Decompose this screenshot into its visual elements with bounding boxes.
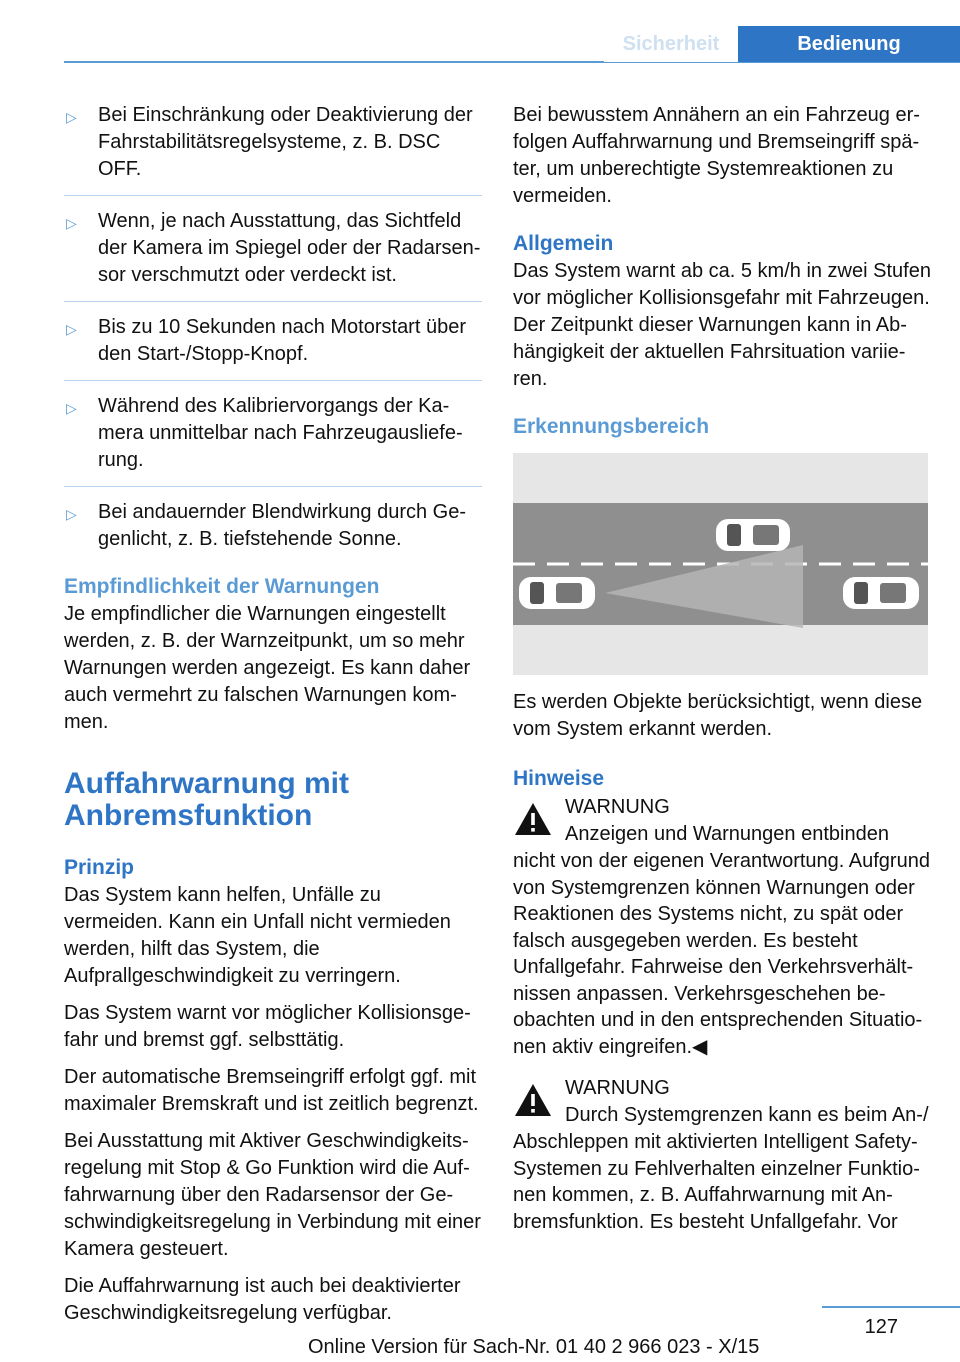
allgemein-text: Das System warnt ab ca. 5 km/h in zwei Stufen vor möglicher Kollisionsgefahr mit Fahrzeugen. Der Zeitpunkt dieser Warnungen kann in Abhängigkeit der aktuellen Fahrsituation variieren. xyxy=(513,260,931,390)
prinzip-paragraph: Das System warnt vor möglicher Kollisionsgefahr und bremst ggf. selbsttätig. xyxy=(64,1002,471,1051)
list-item-text: Bis zu 10 Sekunden nach Motorstart über den Start-/Stopp-Knopf. xyxy=(98,316,466,365)
warning-title: WARNUNG xyxy=(565,1077,670,1099)
allgemein-heading: Allgemein xyxy=(513,232,614,255)
car-icon xyxy=(716,519,790,551)
prinzip-paragraph: Bei Ausstattung mit Aktiver Geschwindigkeitsregelung mit Stop & Go Funktion wird die Auffahrwarnung über den Radarsensor der Geschwindigkeitsregelung in Verbindung mit einer Kamera gesteuert. xyxy=(64,1130,481,1260)
section-title: Auffahrwarnung mit Anbremsfunktion xyxy=(64,767,349,832)
intro-paragraph: Bei bewusstem Annähern an ein Fahrzeug erfolgen Auffahrwarnung und Bremseingriff später, um unberechtigte Systemreaktionen zu vermeiden. xyxy=(513,104,920,207)
list-item-text: Während des Kalibriervorgangs der Kamera unmittelbar nach Fahrzeugauslieferung. xyxy=(98,395,463,471)
online-version-note: Online Version für Sach-Nr. 01 40 2 966 023 - X/15 xyxy=(308,1336,760,1358)
warning-box xyxy=(513,793,931,848)
triangle-right-icon: ▷ xyxy=(66,400,77,416)
list-item-text: Bei Einschränkung oder Deaktivierung der Fahrstabilitätsregelsysteme, z. B. DSC OFF. xyxy=(98,104,473,180)
triangle-right-icon: ▷ xyxy=(66,506,77,522)
right-column xyxy=(513,102,931,1245)
list-item-text: Wenn, je nach Ausstattung, das Sichtfeld der Kamera im Spiegel oder der Radarsensor verschmutzt oder verdeckt ist. xyxy=(98,210,481,286)
car-icon xyxy=(519,577,595,609)
warning-title: WARNUNG xyxy=(565,796,670,818)
tab-bedienung[interactable]: Bedienung xyxy=(738,26,960,62)
condition-list xyxy=(64,102,482,553)
hinweise-heading: Hinweise xyxy=(513,767,605,790)
triangle-right-icon: ▷ xyxy=(66,215,77,231)
detection-range-illustration xyxy=(513,453,928,675)
list-item-text: Bei andauernder Blendwirkung durch Gegenlicht, z. B. tiefstehende Sonne. xyxy=(98,501,467,550)
list-item xyxy=(64,314,482,381)
list-item xyxy=(64,102,482,196)
warning-text: Durch Systemgrenzen kann es beim An-/ xyxy=(565,1104,929,1126)
sensitivity-text: Je empfindlicher die Warnungen eingestellt werden, z. B. der Warnzeitpunkt, um so mehr Warnungen werden angezeigt. Es kann daher auch vermehrt zu falschen Warnungen kommen. xyxy=(64,603,471,733)
figure-caption: Es werden Objekte berücksichtigt, wenn diese vom System erkannt werden. xyxy=(513,691,923,740)
triangle-right-icon: ▷ xyxy=(66,109,77,125)
page-number: 127 xyxy=(864,1316,898,1338)
warning-text: Abschleppen mit aktivierten Intelligent Safety-Systemen zu Fehlverhalten einzelner Funktionen kommen, z. B. Auffahrwarnung mit Anbremsfunktion. Es besteht Unfallgefahr. Vor xyxy=(513,1131,920,1233)
prinzip-paragraph: Das System kann helfen, Unfälle zu vermeiden. Kann ein Unfall nicht vermieden werden, hilft das System, die Aufprallgeschwindigkeit zu verringern. xyxy=(64,884,451,987)
warning-text: Anzeigen und Warnungen entbinden xyxy=(565,823,889,845)
warning-triangle-icon xyxy=(513,801,553,837)
prinzip-heading: Prinzip xyxy=(64,856,135,879)
sensitivity-heading: Empfindlichkeit der Warnungen xyxy=(64,575,380,598)
prinzip-paragraph: Der automatische Bremseingriff erfolgt ggf. mit maximaler Bremskraft und ist zeitlich begrenzt. xyxy=(64,1066,479,1115)
footer-rule xyxy=(822,1306,960,1308)
warning-box xyxy=(513,1074,931,1129)
list-item xyxy=(64,208,482,302)
triangle-right-icon: ▷ xyxy=(66,321,77,337)
list-item xyxy=(64,499,482,553)
prinzip-paragraph: Die Auffahrwarnung ist auch bei deaktivierter Geschwindigkeitsregelung verfügbar. xyxy=(64,1275,461,1324)
list-item xyxy=(64,393,482,487)
warning-triangle-icon xyxy=(513,1082,553,1118)
tab-sicherheit[interactable]: Sicherheit xyxy=(604,26,738,62)
warning-text: nicht von der eigenen Verantwortung. Aufgrund von Systemgrenzen können Warnungen oder Reaktionen des Systems nicht, zu spät oder falsch ausgegeben werden. Es besteht Unfallgefahr. Fahrweise den Verkehrsverhältnissen anpassen. Verkehrsgeschehen beobachten und in den entsprechenden Situationen aktiv eingreifen.◀ xyxy=(513,850,930,1058)
erkennung-heading: Erkennungsbereich xyxy=(513,415,710,438)
car-icon xyxy=(843,577,919,609)
left-column xyxy=(64,102,482,1337)
